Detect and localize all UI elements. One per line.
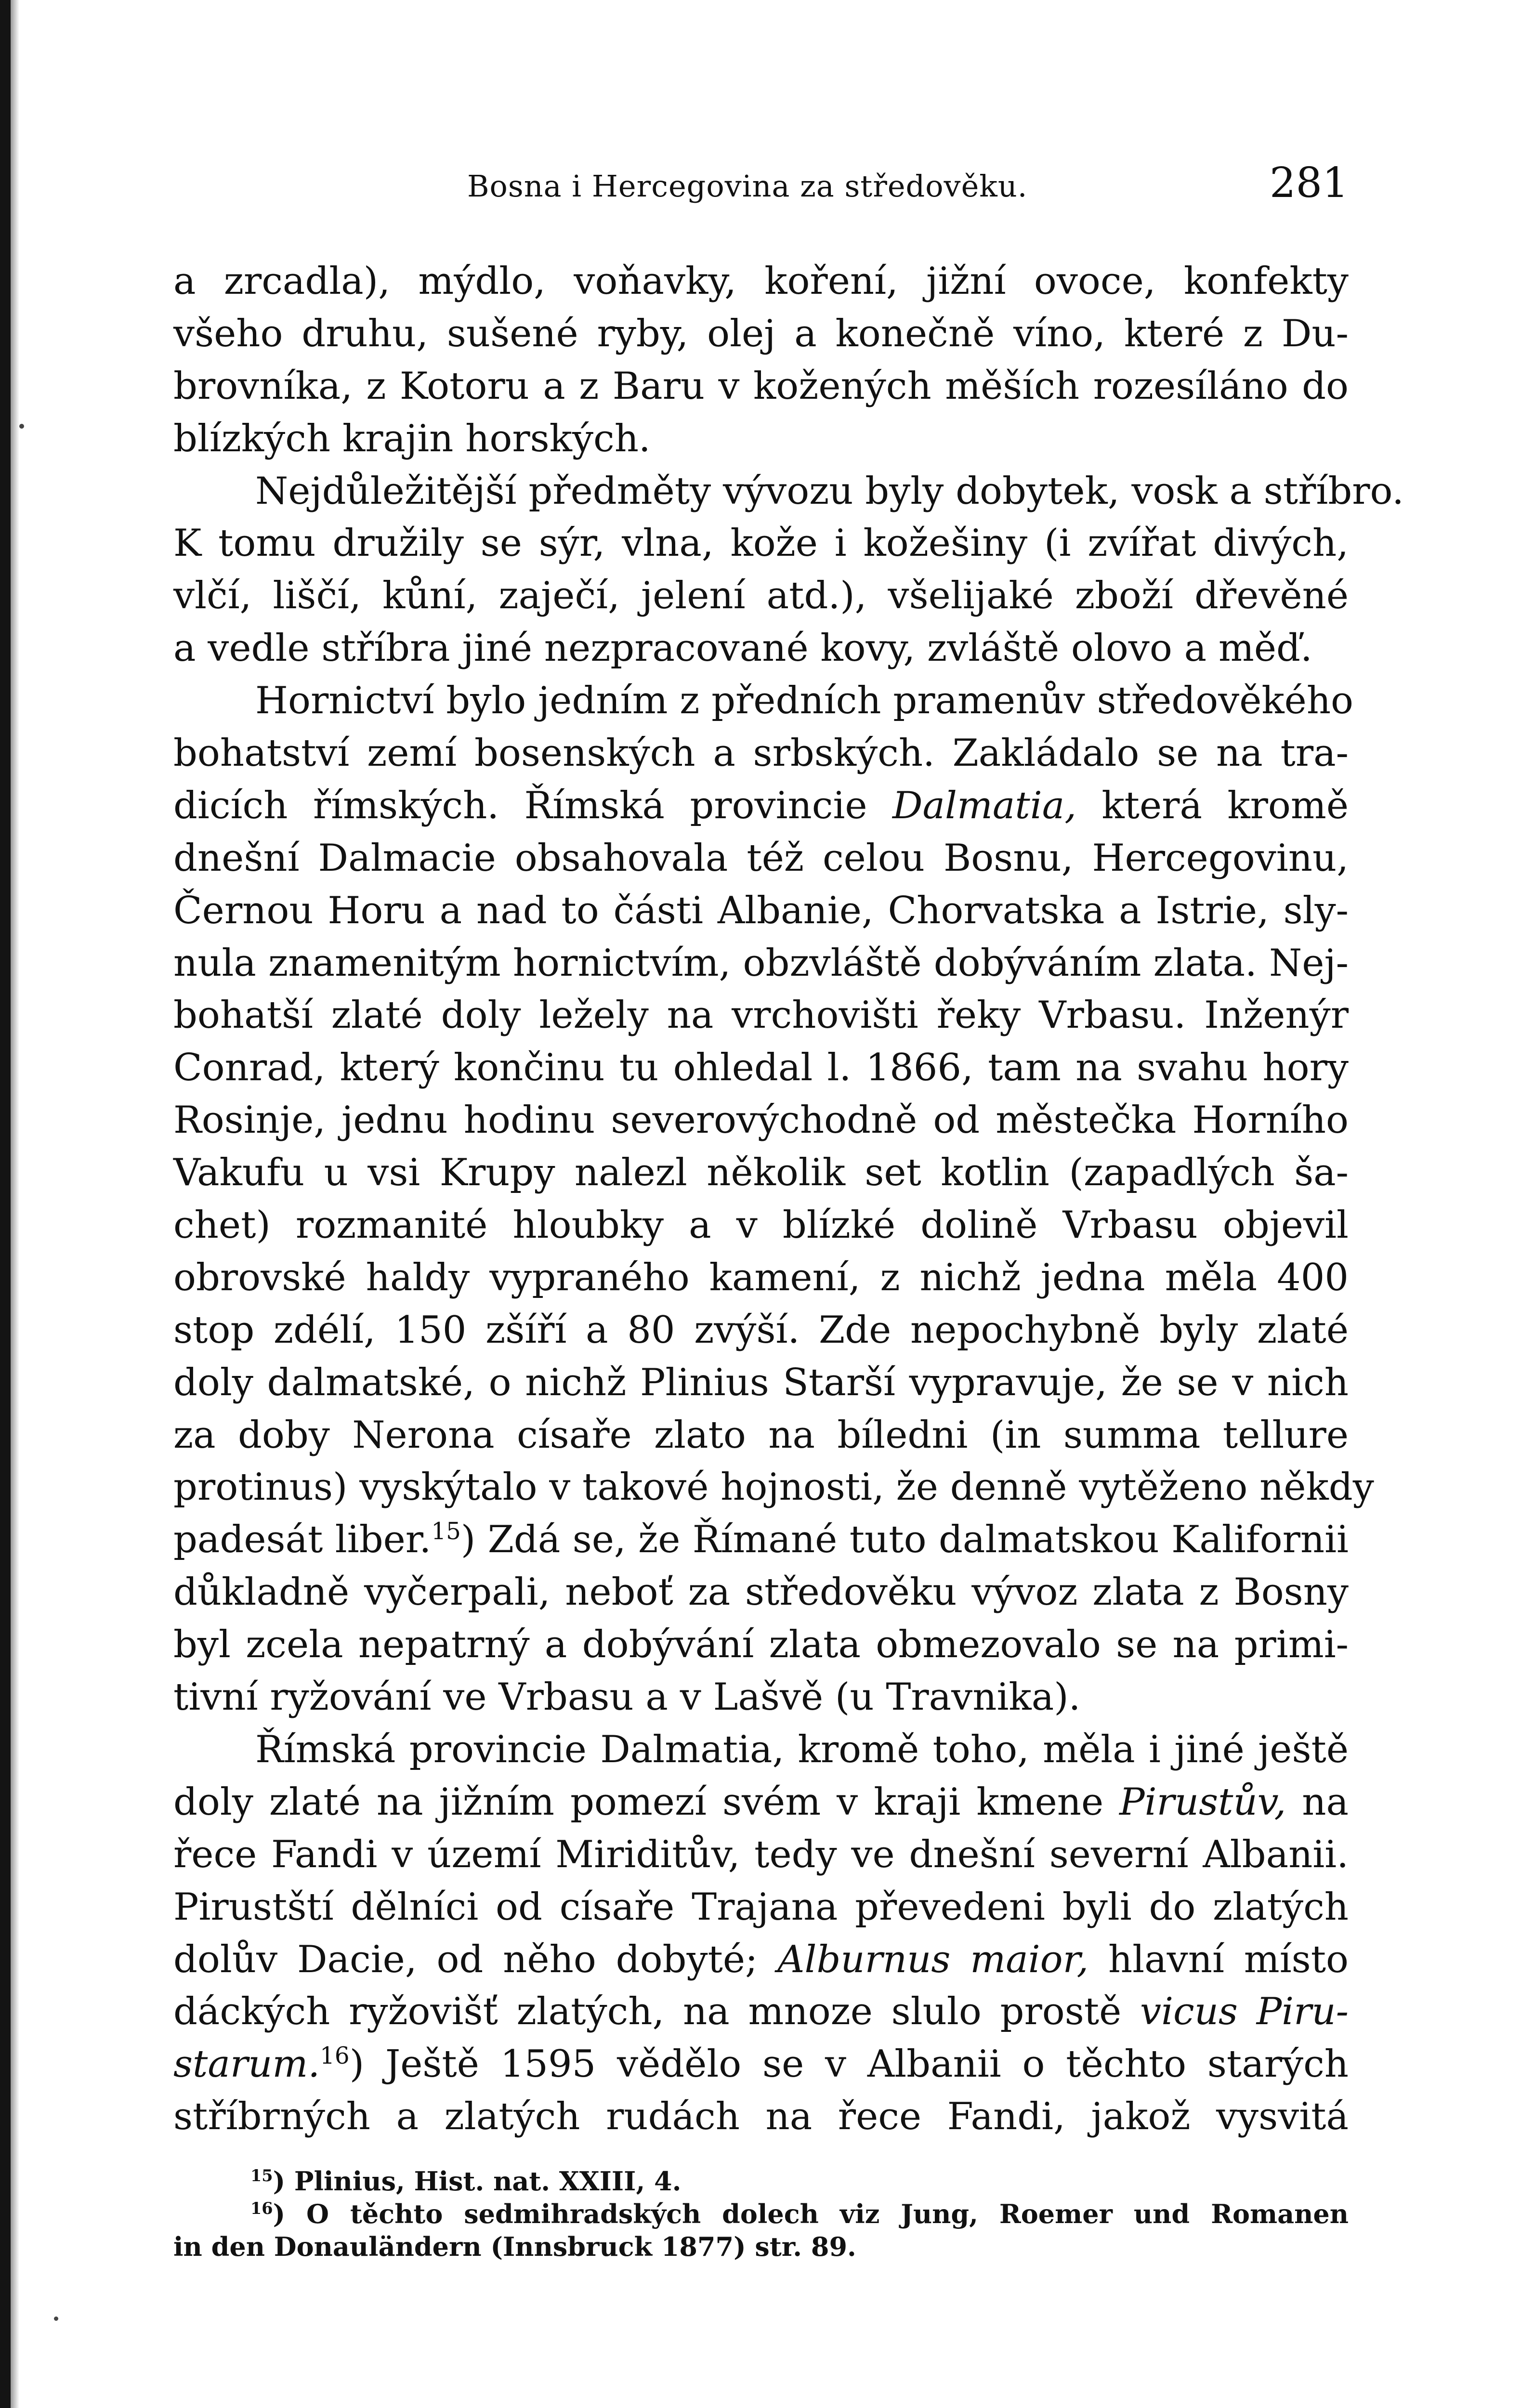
paragraph-start-line: Nejdůležitější předměty vývozu byly dobytek, vosk a stříbro. [255,469,1404,513]
text-line: Vakufu u vsi Krupy nalezl několik set kotlin (zapadlých ša- [173,1151,1349,1195]
text-line: protinus) vyskýtalo v takové hojnosti, že denně vytěženo někdy [173,1466,1374,1509]
italic-term: Dalmatia, [892,784,1076,827]
text-line: chet) rozmanité hloubky a v blízké dolině Vrbasu objevil [173,1204,1349,1247]
paragraph-start-line: Římská provincie Dalmatia, kromě toho, měla i jiné ještě [255,1727,1349,1771]
text-line: K tomu družily se sýr, vlna, kože i kožešiny (i zvířat divých, [173,522,1349,565]
page-header [173,159,1349,217]
italic-term: starum. [173,2042,320,2086]
text-line: dolův Dacie, od něho dobyté; Alburnus maior, hlavní místo [173,1937,1349,1981]
text-line: doly dalmatské, o nichž Plinius Starší vypravuje, že se v nich [173,1361,1349,1404]
text-line: Pirustští dělníci od císaře Trajana převedeni byli do zlatých [173,1885,1349,1929]
footnote-ref-15: 15 [431,1518,461,1545]
footnote-ref-16: 16 [320,2042,350,2070]
text-line: Černou Horu a nad to části Albanie, Chorvatska a Istrie, sly- [173,889,1349,932]
text-line: padesát liber.$^{15}$) Zdá se, že Římané tuto dalmatskou Kalifornii [173,1518,1349,1562]
body-text [173,255,1404,2143]
text-line: starum.$^{16}$) Ještě 1595 vědělo se v Albanii o těchto starých [173,2042,1349,2086]
gutter-shadow [11,0,19,2408]
footnote-16-continuation: in den Donauländern (Innsbruck 1877) str. 89. [173,2231,856,2262]
paper-speck [54,2316,58,2321]
text-line: a vedle stříbra jiné nezpracované kovy, zvláště olovo a měď. [173,627,1312,670]
text-line: dáckých ryžovišť zlatých, na mnoze slulo prostě vicus Piru- [173,1990,1349,2034]
text-line: vlčí, liščí, kůní, zaječí, jelení atd.), všelijaké zboží dřevěné [173,574,1349,618]
italic-term: Alburnus maior, [777,1937,1089,1981]
text-line: Conrad, který končinu tu ohledal l. 1866, tam na svahu hory [173,1046,1349,1090]
text-line: brovníka, z Kotoru a z Baru v kožených měších rozesíláno do [173,364,1349,408]
italic-term: vicus Piru- [1140,1990,1349,2034]
book-spine-edge [0,0,11,2408]
text-line: blízkých krajin horských. [173,417,651,460]
text-line: tivní ryžování ve Vrbasu a v Lašvě (u Travnika). [173,1675,1081,1719]
text-line: všeho druhu, sušené ryby, olej a konečně víno, které z Du- [173,312,1349,355]
paper-speck [19,424,24,429]
text-line: bohatší zlaté doly ležely na vrchovišti řeky Vrbasu. Inženýr [173,994,1349,1037]
text-line: doly zlaté na jižním pomezí svém v kraji kmene Pirustův, na [173,1780,1349,1824]
footnote-16: $^{16}$) O těchto sedmihradských dolech viz Jung, Roemer und Romanen [250,2199,1349,2229]
text-line: Rosinje, jednu hodinu severovýchodně od městečka Horního [173,1099,1349,1142]
text-line: dicích římských. Římská provincie Dalmatia, která kromě [173,784,1349,827]
text-line: dnešní Dalmacie obsahovala též celou Bosnu, Hercegovinu, [173,836,1349,880]
text-line: obrovské haldy vypraného kamení, z nichž jedna měla 400 [173,1256,1349,1299]
text-line: a zrcadla), mýdlo, voňavky, koření, jižní ovoce, konfekty [173,260,1349,303]
text-line: nula znamenitým hornictvím, obzvláště dobýváním zlata. Nej- [173,941,1349,985]
text-line: za doby Nerona císaře zlato na bíledni (in summa tellure [173,1413,1349,1457]
text-line: bohatství zemí bosenských a srbských. Zakládalo se na tra- [173,732,1349,775]
paragraph-start-line: Hornictví bylo jedním z předních pramenův středověkého [255,679,1354,723]
text-line: stříbrných a zlatých rudách na řece Fandi, jakož vysvitá [173,2095,1349,2139]
page-number: 281 [1269,159,1349,207]
text-line: řece Fandi v území Miriditův, tedy ve dnešní severní Albanii. [173,1832,1349,1876]
text-line: důkladně vyčerpali, neboť za středověku vývoz zlata z Bosny [173,1570,1349,1614]
text-line: byl zcela nepatrný a dobývání zlata obmezovalo se na primi- [173,1623,1349,1667]
italic-term: Pirustův, [1119,1780,1286,1824]
text-line: stop zdélí, 150 zšíří a 80 zvýší. Zde nepochybně byly zlaté [173,1308,1349,1352]
footnotes [173,2165,1349,2263]
running-title: Bosna i Hercegovina za středověku. [467,169,1028,204]
footnote-15: $^{15}$) Plinius, Hist. nat. XXIII, 4. [250,2166,682,2197]
